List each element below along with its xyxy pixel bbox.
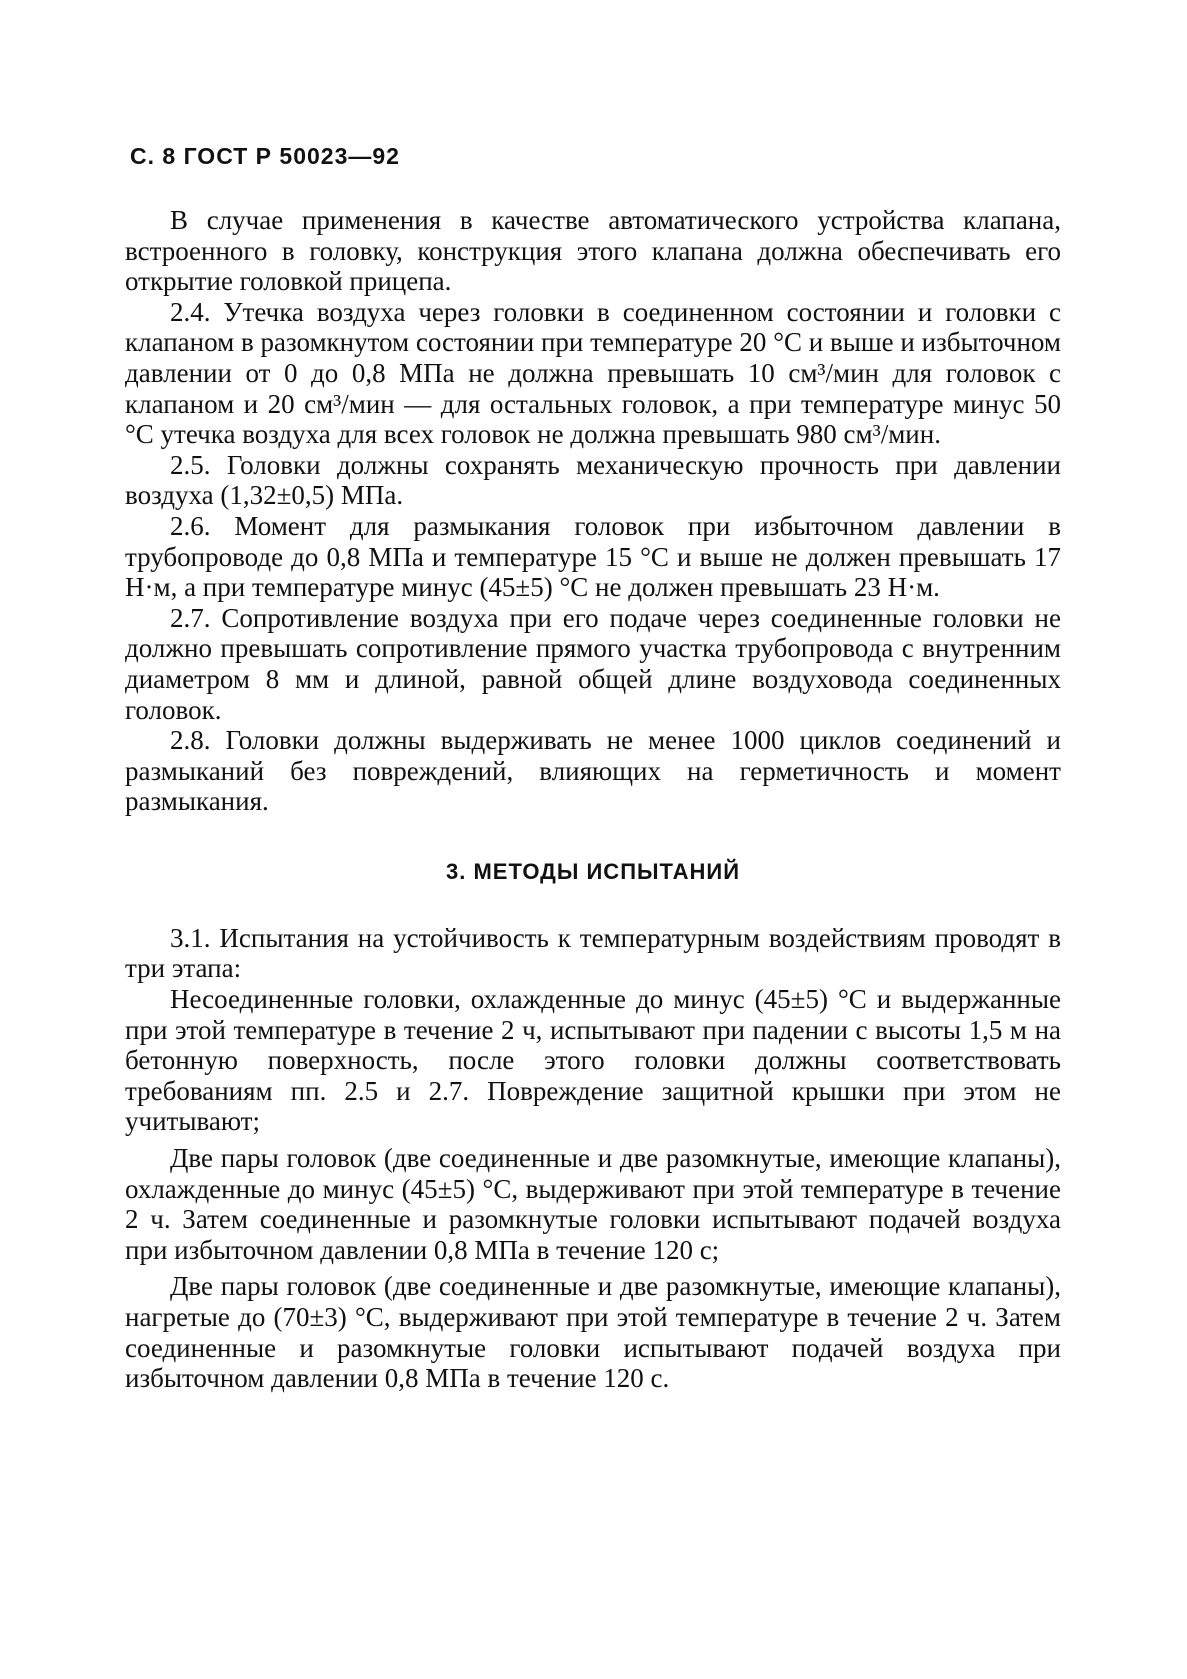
paragraph-3-1: 3.1. Испытания на устойчивость к температурным воздействиям проводят в три этапа: <box>125 922 1061 984</box>
paragraph-2-5: 2.5. Головки должны сохранять механическую прочность при давлении воздуха (1,32±0,5) МПа. <box>125 449 1061 511</box>
paragraph-stage-3: Две пары головок (две соединенные и две разомкнутые, имеющие клапаны), нагретые до (70±3) °C, выдерживают при этой температуре в течение 2 ч. Затем соединенные и разомкнутые головки испытывают подачей воздуха при избыточном давлении 0,8 МПа в течение 120 с. <box>125 1271 1061 1394</box>
page-header: С. 8 ГОСТ Р 50023—92 <box>130 143 400 169</box>
document-body <box>125 205 1061 1394</box>
paragraph-valve-intro: В случае применения в качестве автоматического устройства клапана, встроенного в головку, конструкция этого клапана должна обеспечивать его открытие головкой прицепа. <box>125 205 1061 297</box>
paragraph-2-6: 2.6. Момент для размыкания головок при избыточном давлении в трубопроводе до 0,8 МПа и температуре 15 °C и выше не должен превышать 17 Н·м, а при температуре минус (45±5) °C не должен превышать 23 Н·м. <box>125 510 1061 603</box>
paragraph-2-8: 2.8. Головки должны выдерживать не менее 1000 циклов соединений и размыканий без повреждений, влияющих на герметичность и момент размыкания. <box>125 725 1061 817</box>
paragraph-stage-2: Две пары головок (две соединенные и две разомкнутые, имеющие клапаны), охлажденные до минус (45±5) °C, выдерживают при этой температуре в течение 2 ч. Затем соединенные и разомкнутые головки испытывают подачей воздуха при избыточном давлении 0,8 МПа в течение 120 с; <box>125 1143 1061 1265</box>
paragraph-2-4: 2.4. Утечка воздуха через головки в соединенном состоянии и головки с клапаном в разомкнутом состоянии при температуре 20 °C и выше и избыточном давлении от 0 до 0,8 МПа не должна превышать 10 см³/мин для головок с клапаном и 20 см³/мин — для остальных головок, а при температуре минус 50 °C утечка воздуха для всех головок не должна превышать 980 см³/мин. <box>125 296 1061 450</box>
paragraph-2-7: 2.7. Сопротивление воздуха при его подаче через соединенные головки не должно превышать сопротивление прямого участка трубопровода с внутренним диаметром 8 мм и длиной, равной общей длине воздуховода соединенных головок. <box>125 602 1061 725</box>
paragraph-stage-1: Несоединенные головки, охлажденные до минус (45±5) °C и выдержанные при этой температуре в течение 2 ч, испытывают при падении с высоты 1,5 м на бетонную поверхность, после этого головки должны соответствовать требованиям пп. 2.5 и 2.7. Повреждение защитной крышки при этом не учитывают; <box>125 984 1061 1137</box>
section-title: 3. МЕТОДЫ ИСПЫТАНИЙ <box>446 858 740 884</box>
